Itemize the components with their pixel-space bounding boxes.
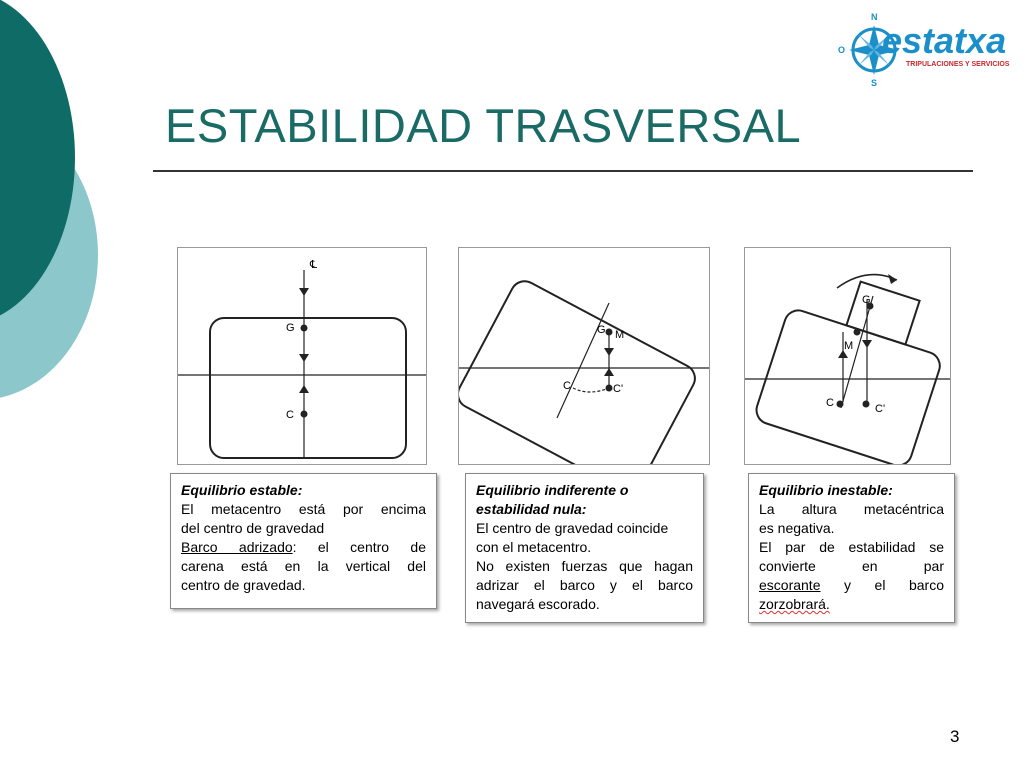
caption-line: El metacentro está por encima <box>181 501 426 517</box>
caption-stable-equilibrium <box>170 473 437 609</box>
caption-line: del centro de gravedad <box>181 520 325 536</box>
label-m: M <box>615 329 625 341</box>
center-of-gravity-point <box>301 325 308 332</box>
caption-heading: estabilidad nula: <box>476 501 587 517</box>
caption-unstable-equilibrium <box>748 473 955 623</box>
compass-s-label: S <box>871 78 878 88</box>
caption-underlined-term: escorante <box>759 577 821 593</box>
page-number: 3 <box>950 727 960 746</box>
caption-line: navegará escorado. <box>476 596 600 612</box>
label-g: G <box>862 294 871 306</box>
caption-line: centro de gravedad. <box>181 577 306 593</box>
diagram-unstable-equilibrium <box>744 247 951 465</box>
centerline-symbol: ℄ <box>310 259 318 271</box>
label-g: G <box>597 324 606 336</box>
label-c: C <box>286 409 294 421</box>
caption-line: es negativa. <box>759 520 835 536</box>
caption-heading: Equilibrio estable: <box>181 482 303 498</box>
diagram-neutral-equilibrium <box>458 247 710 465</box>
label-g: G <box>286 322 295 334</box>
caption-line: adrizar el barco y el barco <box>476 577 693 593</box>
buoyancy-shift-arc <box>573 388 609 392</box>
logo-brand-text: estatxa <box>882 20 1007 61</box>
caption-line: carena está en la vertical del <box>181 558 426 574</box>
caption-neutral-equilibrium <box>465 473 704 623</box>
caption-line: convierte en par <box>759 558 944 574</box>
title-divider <box>153 170 973 172</box>
hull-outline <box>210 318 406 458</box>
center-of-gravity-point <box>606 329 613 336</box>
page-title: ESTABILIDAD TRASVERSAL <box>165 99 802 152</box>
label-c: C <box>563 380 571 392</box>
caption-misspelled-term: zorzobrará. <box>759 596 830 612</box>
new-center-of-buoyancy-point <box>863 401 870 408</box>
hull-axis <box>841 296 873 408</box>
caption-line: El par de estabilidad se <box>759 539 944 555</box>
center-of-buoyancy-point <box>837 401 844 408</box>
hull-axis <box>557 303 609 418</box>
new-center-of-buoyancy-point <box>606 385 613 392</box>
caption-line: La altura metacéntrica <box>759 501 944 517</box>
heel-direction-arrow <box>837 275 897 288</box>
hull-outline <box>459 276 700 464</box>
caption-line: escorante y el barco <box>759 577 944 593</box>
label-m: M <box>844 340 854 352</box>
caption-heading: Equilibrio indiferente o <box>476 482 629 498</box>
label-c-prime: C' <box>613 383 624 395</box>
caption-underlined-term: Barco adrizado <box>181 539 293 555</box>
caption-line: El centro de gravedad coincide <box>476 520 669 536</box>
caption-line: con el metacentro. <box>476 539 592 555</box>
logo-tagline: TRIPULACIONES Y SERVICIOS <box>906 61 1010 68</box>
label-c: C <box>826 397 834 409</box>
caption-line: Barco adrizado: el centro de <box>181 539 426 555</box>
metacenter-point <box>854 329 861 336</box>
caption-heading: Equilibrio inestable: <box>759 482 893 498</box>
estatxa-logo <box>836 12 1016 88</box>
diagram-stable-equilibrium <box>177 247 427 465</box>
compass-o-label: O <box>838 45 846 55</box>
center-of-buoyancy-point <box>301 411 308 418</box>
caption-line: No existen fuerzas que hagan <box>476 558 693 574</box>
compass-n-label: N <box>871 12 878 22</box>
hull-outline <box>753 307 944 464</box>
label-c-prime: C' <box>875 403 886 415</box>
